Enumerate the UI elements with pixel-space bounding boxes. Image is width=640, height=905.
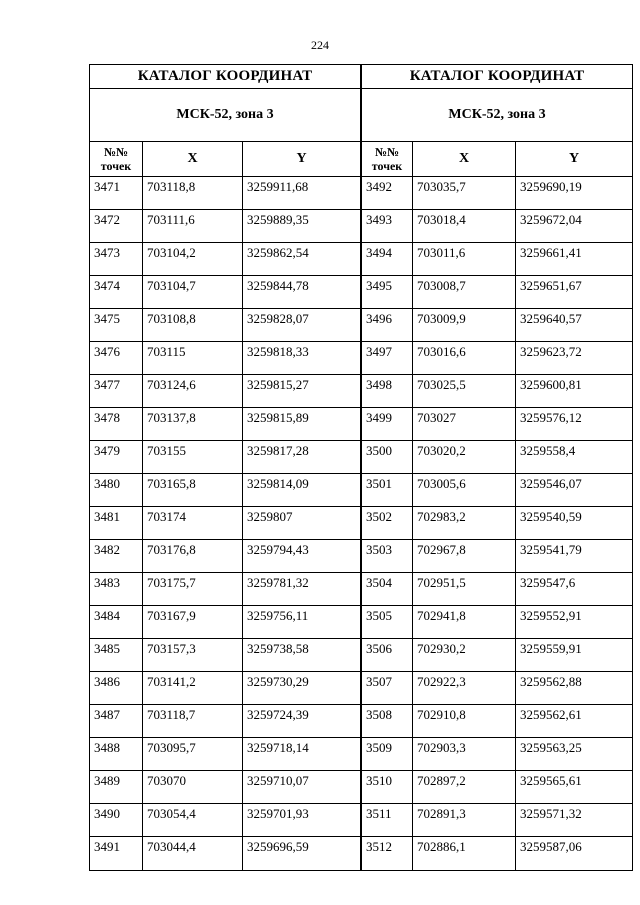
table-row [362, 210, 633, 243]
y-coordinate-cell: 3259546,07 [516, 474, 633, 507]
x-coordinate-cell: 703175,7 [143, 573, 243, 606]
point-number-cell: 3480 [90, 474, 143, 507]
x-coordinate-cell: 703018,4 [413, 210, 516, 243]
table-row [362, 804, 633, 837]
x-coordinate-cell: 703115 [143, 342, 243, 375]
catalog-title: КАТАЛОГ КООРДИНАТ [90, 65, 361, 89]
point-number-cell: 3487 [90, 705, 143, 738]
point-number-cell: 3512 [362, 837, 413, 871]
point-number-cell: 3511 [362, 804, 413, 837]
table-row [362, 837, 633, 871]
y-coordinate-cell: 3259565,61 [516, 771, 633, 804]
point-number-cell: 3502 [362, 507, 413, 540]
table-row [90, 804, 361, 837]
y-coordinate-cell: 3259718,14 [243, 738, 361, 771]
point-number-cell: 3500 [362, 441, 413, 474]
x-coordinate-cell: 703118,8 [143, 177, 243, 210]
y-coordinate-cell: 3259844,78 [243, 276, 361, 309]
x-coordinate-cell: 703070 [143, 771, 243, 804]
table-row [90, 705, 361, 738]
point-number-cell: 3501 [362, 474, 413, 507]
x-coordinate-cell: 703108,8 [143, 309, 243, 342]
table-row [362, 276, 633, 309]
table-row [90, 672, 361, 705]
y-coordinate-cell: 3259600,81 [516, 375, 633, 408]
x-coordinate-cell: 703095,7 [143, 738, 243, 771]
y-coordinate-cell: 3259562,88 [516, 672, 633, 705]
point-number-header [90, 142, 143, 177]
y-coordinate-cell: 3259828,07 [243, 309, 361, 342]
table-row [362, 540, 633, 573]
y-coordinate-cell: 3259815,89 [243, 408, 361, 441]
point-number-cell: 3488 [90, 738, 143, 771]
y-header: Y [243, 142, 361, 177]
table-row [362, 177, 633, 210]
y-coordinate-cell: 3259571,32 [516, 804, 633, 837]
table-row [362, 705, 633, 738]
table-row [90, 573, 361, 606]
y-coordinate-cell: 3259552,91 [516, 606, 633, 639]
point-number-cell: 3490 [90, 804, 143, 837]
x-coordinate-cell: 703016,6 [413, 342, 516, 375]
y-coordinate-cell: 3259559,91 [516, 639, 633, 672]
table-row [362, 309, 633, 342]
x-coordinate-cell: 702951,5 [413, 573, 516, 606]
point-number-cell: 3478 [90, 408, 143, 441]
coordinate-catalog-table [89, 64, 361, 871]
x-coordinate-cell: 703008,7 [413, 276, 516, 309]
coordinate-catalog-table [361, 64, 633, 871]
x-coordinate-cell: 703176,8 [143, 540, 243, 573]
table-row [362, 771, 633, 804]
table-row [90, 441, 361, 474]
point-number-cell: 3510 [362, 771, 413, 804]
point-number-cell: 3481 [90, 507, 143, 540]
table-row [90, 639, 361, 672]
x-coordinate-cell: 703104,7 [143, 276, 243, 309]
point-number-header [362, 142, 413, 177]
point-number-cell: 3489 [90, 771, 143, 804]
y-coordinate-cell: 3259563,25 [516, 738, 633, 771]
table-row [362, 606, 633, 639]
table-row [362, 342, 633, 375]
table-row [362, 507, 633, 540]
point-number-cell: 3472 [90, 210, 143, 243]
point-number-cell: 3486 [90, 672, 143, 705]
point-number-cell: 3484 [90, 606, 143, 639]
x-coordinate-cell: 703167,9 [143, 606, 243, 639]
x-coordinate-cell: 702886,1 [413, 837, 516, 871]
table-row [90, 771, 361, 804]
table-row [90, 837, 361, 871]
y-coordinate-cell: 3259651,67 [516, 276, 633, 309]
point-number-cell: 3507 [362, 672, 413, 705]
point-number-cell: 3509 [362, 738, 413, 771]
y-coordinate-cell: 3259911,68 [243, 177, 361, 210]
y-coordinate-cell: 3259540,59 [516, 507, 633, 540]
table-row [362, 441, 633, 474]
table-row [90, 606, 361, 639]
y-coordinate-cell: 3259815,27 [243, 375, 361, 408]
table-row [90, 342, 361, 375]
y-coordinate-cell: 3259862,54 [243, 243, 361, 276]
y-coordinate-cell: 3259817,28 [243, 441, 361, 474]
point-number-cell: 3473 [90, 243, 143, 276]
x-coordinate-cell: 703009,9 [413, 309, 516, 342]
table-row [90, 474, 361, 507]
table-row [90, 309, 361, 342]
x-coordinate-cell: 703020,2 [413, 441, 516, 474]
point-number-header-line2: точек [371, 159, 403, 173]
point-number-cell: 3482 [90, 540, 143, 573]
point-number-cell: 3495 [362, 276, 413, 309]
point-number-cell: 3494 [362, 243, 413, 276]
table-row [90, 243, 361, 276]
x-coordinate-cell: 703025,5 [413, 375, 516, 408]
y-coordinate-cell: 3259640,57 [516, 309, 633, 342]
y-coordinate-cell: 3259814,09 [243, 474, 361, 507]
catalog-subtitle: МСК-52, зона 3 [90, 89, 361, 142]
y-coordinate-cell: 3259587,06 [516, 837, 633, 871]
x-coordinate-cell: 703104,2 [143, 243, 243, 276]
table-row [362, 243, 633, 276]
catalog-body [362, 177, 633, 871]
table-row [90, 375, 361, 408]
x-coordinate-cell: 703174 [143, 507, 243, 540]
y-coordinate-cell: 3259558,4 [516, 441, 633, 474]
y-coordinate-cell: 3259756,11 [243, 606, 361, 639]
point-number-cell: 3496 [362, 309, 413, 342]
x-coordinate-cell: 703118,7 [143, 705, 243, 738]
point-number-header-line1: №№ [374, 145, 400, 159]
table-row [362, 639, 633, 672]
x-coordinate-cell: 703005,6 [413, 474, 516, 507]
x-coordinate-cell: 703011,6 [413, 243, 516, 276]
point-number-cell: 3503 [362, 540, 413, 573]
x-coordinate-cell: 703137,8 [143, 408, 243, 441]
point-number-cell: 3485 [90, 639, 143, 672]
point-number-cell: 3504 [362, 573, 413, 606]
point-number-cell: 3492 [362, 177, 413, 210]
x-coordinate-cell: 703111,6 [143, 210, 243, 243]
point-number-cell: 3508 [362, 705, 413, 738]
y-coordinate-cell: 3259889,35 [243, 210, 361, 243]
x-coordinate-cell: 702967,8 [413, 540, 516, 573]
table-row [362, 408, 633, 441]
y-coordinate-cell: 3259661,41 [516, 243, 633, 276]
table-row [90, 210, 361, 243]
point-number-cell: 3471 [90, 177, 143, 210]
point-number-cell: 3474 [90, 276, 143, 309]
y-coordinate-cell: 3259562,61 [516, 705, 633, 738]
x-coordinate-cell: 703155 [143, 441, 243, 474]
x-coordinate-cell: 703165,8 [143, 474, 243, 507]
point-number-cell: 3499 [362, 408, 413, 441]
table-row [90, 540, 361, 573]
x-coordinate-cell: 702983,2 [413, 507, 516, 540]
y-coordinate-cell: 3259672,04 [516, 210, 633, 243]
x-coordinate-cell: 703044,4 [143, 837, 243, 871]
x-header: X [413, 142, 516, 177]
point-number-cell: 3506 [362, 639, 413, 672]
point-number-cell: 3476 [90, 342, 143, 375]
y-coordinate-cell: 3259724,39 [243, 705, 361, 738]
table-row [90, 738, 361, 771]
x-coordinate-cell: 702903,3 [413, 738, 516, 771]
point-number-cell: 3483 [90, 573, 143, 606]
page-number: 224 [311, 38, 329, 52]
y-coordinate-cell: 3259696,59 [243, 837, 361, 871]
x-coordinate-cell: 703124,6 [143, 375, 243, 408]
x-coordinate-cell: 702897,2 [413, 771, 516, 804]
point-number-cell: 3493 [362, 210, 413, 243]
y-coordinate-cell: 3259576,12 [516, 408, 633, 441]
point-number-cell: 3475 [90, 309, 143, 342]
x-coordinate-cell: 702891,3 [413, 804, 516, 837]
point-number-header-line1: №№ [103, 145, 129, 159]
y-coordinate-cell: 3259807 [243, 507, 361, 540]
x-coordinate-cell: 703027 [413, 408, 516, 441]
point-number-cell: 3477 [90, 375, 143, 408]
point-number-cell: 3497 [362, 342, 413, 375]
y-coordinate-cell: 3259781,32 [243, 573, 361, 606]
y-coordinate-cell: 3259623,72 [516, 342, 633, 375]
y-coordinate-cell: 3259701,93 [243, 804, 361, 837]
table-row [90, 408, 361, 441]
x-coordinate-cell: 703054,4 [143, 804, 243, 837]
point-number-header-line2: точек [100, 159, 132, 173]
x-coordinate-cell: 703035,7 [413, 177, 516, 210]
point-number-cell: 3479 [90, 441, 143, 474]
table-row [90, 177, 361, 210]
y-coordinate-cell: 3259738,58 [243, 639, 361, 672]
y-coordinate-cell: 3259794,43 [243, 540, 361, 573]
point-number-cell: 3498 [362, 375, 413, 408]
y-coordinate-cell: 3259710,07 [243, 771, 361, 804]
table-row [90, 507, 361, 540]
table-row [362, 474, 633, 507]
table-row [362, 672, 633, 705]
point-number-cell: 3505 [362, 606, 413, 639]
x-coordinate-cell: 702910,8 [413, 705, 516, 738]
x-coordinate-cell: 702941,8 [413, 606, 516, 639]
catalog-title: КАТАЛОГ КООРДИНАТ [362, 65, 633, 89]
y-coordinate-cell: 3259730,29 [243, 672, 361, 705]
catalog-body [90, 177, 361, 871]
point-number-cell: 3491 [90, 837, 143, 871]
y-header: Y [516, 142, 633, 177]
x-coordinate-cell: 703157,3 [143, 639, 243, 672]
x-coordinate-cell: 703141,2 [143, 672, 243, 705]
table-row [90, 276, 361, 309]
table-row [362, 573, 633, 606]
x-coordinate-cell: 702922,3 [413, 672, 516, 705]
y-coordinate-cell: 3259541,79 [516, 540, 633, 573]
table-row [362, 375, 633, 408]
table-row [362, 738, 633, 771]
y-coordinate-cell: 3259818,33 [243, 342, 361, 375]
y-coordinate-cell: 3259690,19 [516, 177, 633, 210]
y-coordinate-cell: 3259547,6 [516, 573, 633, 606]
x-coordinate-cell: 702930,2 [413, 639, 516, 672]
x-header: X [143, 142, 243, 177]
catalog-subtitle: МСК-52, зона 3 [362, 89, 633, 142]
